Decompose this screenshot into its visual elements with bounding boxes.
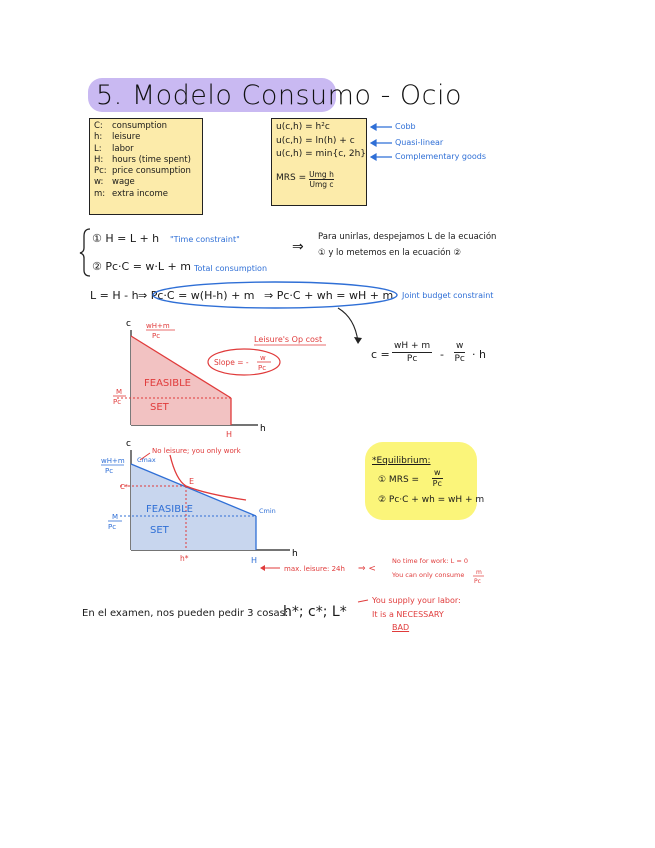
graph1-h-label: h bbox=[260, 424, 266, 434]
utility-arrows bbox=[371, 124, 392, 160]
graph2-implies-arrow: ⇒ < bbox=[358, 564, 376, 574]
graph2-cmin: Cmin bbox=[259, 507, 276, 515]
graph2-H-label: H bbox=[251, 556, 258, 565]
graph1-slope-label: Slope = - bbox=[214, 358, 249, 367]
graph1-slope-den: Pc bbox=[258, 364, 267, 372]
graph1-left-num: M bbox=[116, 388, 123, 396]
graph2-cmax: Cmax bbox=[137, 456, 156, 464]
graph1-top-den: Pc bbox=[152, 332, 161, 340]
explanation-line-1: Para unirlas, despejamos L de la ecuación bbox=[318, 232, 497, 242]
labor-note-2: It is a NECESSARY bbox=[372, 610, 444, 619]
down-arrow-icon bbox=[338, 308, 358, 342]
note-cobb: Cobb bbox=[395, 122, 416, 131]
time-constraint: ① H = L + h bbox=[92, 232, 160, 245]
solved-tail: · h bbox=[472, 348, 486, 361]
equilibrium-line-2: ② Pc·C + wh = wH + m bbox=[378, 495, 485, 505]
definition-row: L: labor bbox=[94, 143, 134, 154]
definition-row: w: wage bbox=[94, 177, 135, 188]
graph2-no-time-note: No time for work: L = 0 bbox=[392, 557, 468, 565]
derivation-step1: ⇒ Pc·C = w(H-h) + m bbox=[138, 289, 255, 302]
graph2-c-label: c bbox=[126, 439, 131, 449]
labor-note-3: BAD bbox=[392, 623, 410, 632]
graph2-h-label: h bbox=[292, 549, 298, 559]
joint-budget-note: Joint budget constraint bbox=[402, 291, 494, 300]
graph2-hstar: h* bbox=[180, 554, 189, 563]
graph2-left-num: M bbox=[112, 513, 119, 521]
graph2-no-leisure-note: No leisure; you only work bbox=[152, 447, 241, 455]
graph2-only-consume-note: You can only consume bbox=[392, 571, 465, 579]
note-complementary: Complementary goods bbox=[395, 152, 486, 161]
graph2-set-label: SET bbox=[150, 525, 169, 536]
total-constraint: ② Pc·C = w·L + m bbox=[92, 260, 191, 273]
graph1-H-label: H bbox=[226, 430, 233, 439]
graph1-feasible-label: FEASIBLE bbox=[144, 378, 191, 389]
page-title: 5. Modelo Consumo - Ocio bbox=[96, 80, 463, 111]
explanation-line-2: ① y lo metemos en la ecuación ② bbox=[318, 248, 462, 258]
note-quasilinear: Quasi-linear bbox=[395, 138, 444, 147]
brace-icon bbox=[80, 229, 90, 276]
solved-frac2: w Pc bbox=[454, 341, 465, 364]
solved-frac1: wH + m Pc bbox=[394, 341, 431, 364]
definition-row: Pc: price consumption bbox=[94, 166, 191, 177]
graph2-top-den: Pc bbox=[105, 467, 114, 475]
derivation-lhs: L = H - h bbox=[90, 289, 139, 302]
graph2-left-den: Pc bbox=[108, 523, 117, 531]
definition-row: m: extra income bbox=[94, 188, 168, 199]
graph2-max-leisure: max. leisure: 24h bbox=[284, 565, 345, 573]
graph1-set-label: SET bbox=[150, 402, 169, 413]
total-constraint-note: Total consumption bbox=[194, 264, 268, 273]
definition-row: H: hours (time spent) bbox=[94, 154, 191, 165]
utility-quasilinear: u(c,h) = ln(h) + c bbox=[276, 135, 355, 146]
derivation-circle bbox=[153, 282, 397, 308]
solved-minus: - bbox=[440, 348, 444, 361]
graph1-slope-num: w bbox=[260, 354, 266, 362]
graph2-consume-num: m bbox=[476, 569, 482, 576]
exam-items: h*; c*; L* bbox=[283, 604, 347, 620]
graph2-top-num: wH+m bbox=[101, 457, 125, 465]
utility-cobb: u(c,h) = h²c bbox=[276, 122, 330, 132]
exam-text: En el examen, nos pueden pedir 3 cosas: bbox=[82, 608, 289, 619]
graph2-e-label: E bbox=[189, 477, 195, 486]
constraints-arrow: ⇒ bbox=[292, 239, 304, 255]
definition-row: C: consumption bbox=[94, 121, 168, 131]
graph-1 bbox=[113, 319, 326, 439]
definition-row: h: leisure bbox=[94, 132, 141, 143]
labor-note-1: You supply your labor: bbox=[372, 596, 461, 605]
labor-arrow bbox=[358, 600, 368, 602]
time-constraint-note: "Time constraint" bbox=[170, 235, 240, 244]
graph1-c-label: c bbox=[126, 319, 131, 329]
graph1-left-den: Pc bbox=[113, 398, 122, 406]
graph-2 bbox=[101, 439, 484, 585]
graph2-cstar: C* bbox=[120, 483, 129, 491]
graph2-feasible-label: FEASIBLE bbox=[146, 504, 193, 515]
equilibrium-line-1: ① MRS = bbox=[378, 475, 420, 485]
derivation-step2: ⇒ Pc·C + wh = wH + m bbox=[264, 289, 394, 302]
equilibrium-title: *Equilibrium: bbox=[372, 456, 431, 466]
graph1-top-num: wH+m bbox=[146, 322, 170, 330]
mrs-formula: MRS = Umg h Umg c bbox=[276, 169, 334, 189]
graph1-op-cost-title: Leisure's Op cost bbox=[254, 335, 323, 344]
utility-complementary: u(c,h) = min{c, 2h} bbox=[276, 149, 367, 159]
graph2-consume-den: Pc bbox=[474, 578, 481, 585]
solved-c-label: c = bbox=[371, 348, 390, 361]
equilibrium-frac: w Pc bbox=[432, 468, 442, 488]
